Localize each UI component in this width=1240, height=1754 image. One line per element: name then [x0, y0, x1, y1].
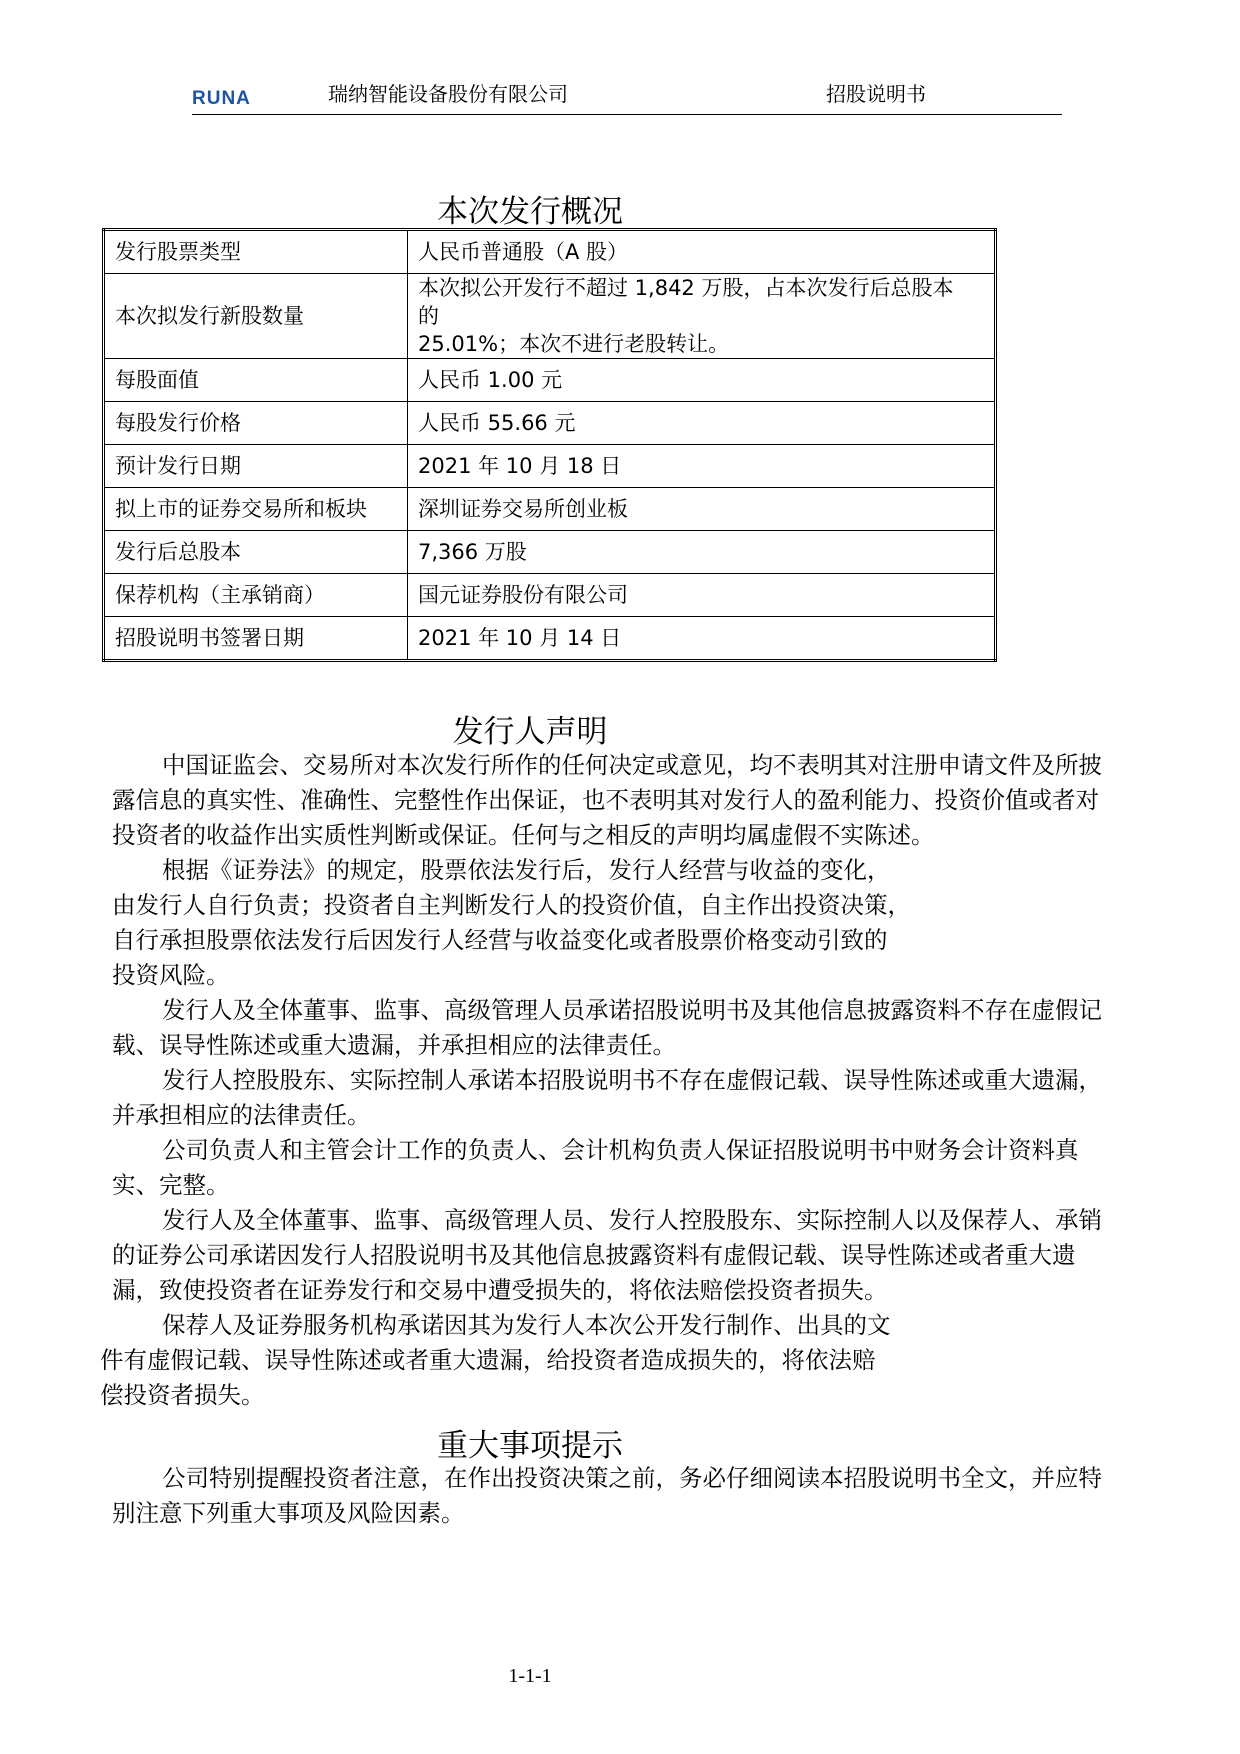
row-value: 国元证券股份有限公司 — [408, 574, 996, 617]
row-label: 每股面值 — [104, 359, 408, 402]
value-line: 25.01%；本次不进行老股转让。 — [418, 332, 730, 356]
offering-overview-table — [102, 228, 997, 662]
row-label: 本次拟发行新股数量 — [104, 274, 408, 359]
important-matters-title: 重大事项提示 — [437, 1428, 623, 1464]
runa-logo: RUNA — [192, 88, 251, 109]
table-row — [104, 402, 996, 445]
company-name: 瑞纳智能设备股份有限公司 — [328, 82, 568, 106]
declaration-paragraph: 公司负责人和主管会计工作的负责人、会计机构负责人保证招股说明书中财务会计资料真实、完整。 — [112, 1136, 1079, 1199]
page-number: 1-1-1 — [508, 1665, 552, 1687]
declaration-paragraph: 发行人及全体董事、监事、高级管理人员承诺招股说明书及其他信息披露资料不存在虚假记载、误导性陈述或重大遗漏，并承担相应的法律责任。 — [112, 996, 1102, 1059]
document-type: 招股说明书 — [826, 82, 926, 106]
declaration-paragraph: 中国证监会、交易所对本次发行所作的任何决定或意见，均不表明其对注册申请文件及所披露信息的真实性、准确性、完整性作出保证，也不表明其对发行人的盈利能力、投资价值或者对投资者的收益作出实质性判断或保证。任何与之相反的声明均属虚假不实陈述。 — [112, 751, 1102, 849]
row-value: 7,366 万股 — [408, 531, 996, 574]
row-value: 人民币 1.00 元 — [408, 359, 996, 402]
page-header — [192, 74, 1062, 115]
row-label: 发行后总股本 — [104, 531, 408, 574]
table-row — [104, 617, 996, 661]
row-value: 人民币普通股（A 股） — [408, 230, 996, 274]
value-line: 的 — [418, 304, 439, 328]
declaration-paragraph: 发行人控股股东、实际控制人承诺本招股说明书不存在虚假记载、误导性陈述或重大遗漏，并承担相应的法律责任。 — [112, 1066, 1102, 1129]
row-value: 深圳证券交易所创业板 — [408, 488, 996, 531]
table-row — [104, 359, 996, 402]
row-label: 每股发行价格 — [104, 402, 408, 445]
row-value: 2021 年 10 月 18 日 — [408, 445, 996, 488]
row-value — [408, 274, 996, 359]
table-row — [104, 574, 996, 617]
row-label: 拟上市的证券交易所和板块 — [104, 488, 408, 531]
table-row — [104, 445, 996, 488]
row-label: 预计发行日期 — [104, 445, 408, 488]
row-label: 发行股票类型 — [104, 230, 408, 274]
declaration-title: 发行人声明 — [452, 714, 608, 750]
declaration-paragraph: 发行人及全体董事、监事、高级管理人员、发行人控股股东、实际控制人以及保荐人、承销的证券公司承诺因发行人招股说明书及其他信息披露资料有虚假记载、误导性陈述或者重大遗漏，致使投资者在证券发行和交易中遭受损失的，将依法赔偿投资者损失。 — [112, 1206, 1102, 1304]
table-row — [104, 230, 996, 274]
overview-title: 本次发行概况 — [437, 194, 623, 230]
table-row — [104, 531, 996, 574]
value-line: 本次拟公开发行不超过 1,842 万股，占本次发行后总股本 — [418, 276, 954, 300]
declaration-paragraph: 根据《证券法》的规定，股票依法发行后，发行人经营与收益的变化， 由发行人自行负责；投资者自主判断发行人的投资价值，自主作出投资决策， 自行承担股票依法发行后因发行人经营与收益变化或者股票价格变动引致的 投资风险。 — [112, 856, 911, 989]
table-row — [104, 274, 996, 359]
important-paragraph: 公司特别提醒投资者注意，在作出投资决策之前，务必仔细阅读本招股说明书全文，并应特别注意下列重大事项及风险因素。 — [112, 1464, 1102, 1527]
row-value: 2021 年 10 月 14 日 — [408, 617, 996, 661]
row-label: 招股说明书签署日期 — [104, 617, 408, 661]
declaration-paragraph: 保荐人及证券服务机构承诺因其为发行人本次公开发行制作、出具的文 件有虚假记载、误导性陈述或者重大遗漏，给投资者造成损失的，将依法赔 偿投资者损失。 — [100, 1311, 891, 1409]
row-value: 人民币 55.66 元 — [408, 402, 996, 445]
table-row — [104, 488, 996, 531]
row-label: 保荐机构（主承销商） — [104, 574, 408, 617]
